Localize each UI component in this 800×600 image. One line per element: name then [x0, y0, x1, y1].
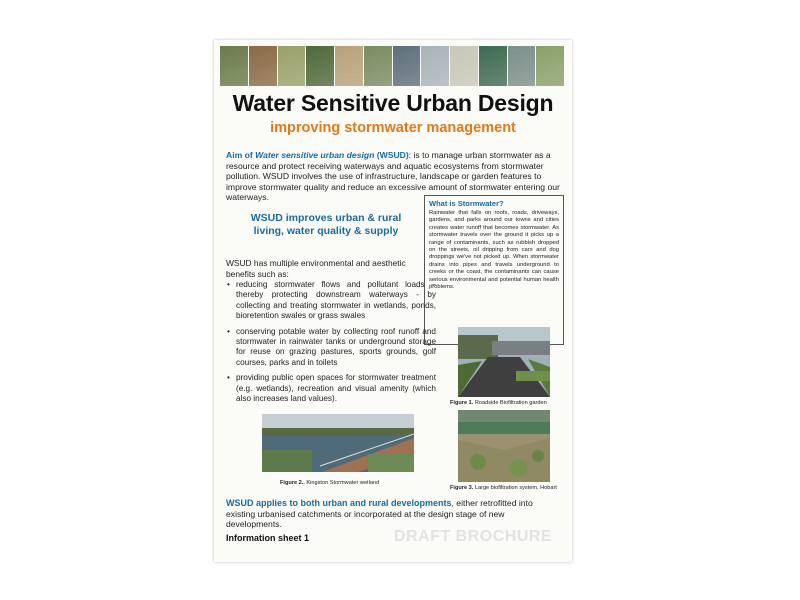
- banner-photo-tile: [536, 46, 564, 86]
- photo-banner: [220, 46, 564, 86]
- intro-lead-end: (WSUD): [374, 150, 409, 160]
- banner-photo-tile: [249, 46, 277, 86]
- intro-lead: [226, 150, 409, 160]
- list-item: • reducing stormwater flows and pollutant loads – thereby protecting downstream waterways - by collecting and treating stormwater in wetlands, ponds, bioretention swales or grass swales: [226, 280, 436, 322]
- banner-photo-tile: [335, 46, 363, 86]
- figure-3-text: Large biofiltration system, Hobart: [473, 485, 557, 491]
- banner-photo-tile: [450, 46, 478, 86]
- benefits-intro: WSUD has multiple environmental and aesthetic benefits such as:: [226, 258, 406, 279]
- intro-body: : is to manage urban stormwater as a resource and protect receiving waterways and aquatic ecosystems from stormwater pollution. WSUD involves the use of infrastructure, landscape or garden features to improve stormwater quality and reduce an excessive amount of stormwater entering our waterways.: [226, 150, 560, 203]
- brochure-page: [214, 40, 572, 562]
- stormwater-box-body: Rainwater that falls on roofs, roads, driveways, gardens, and parks around our towns and cities creates water runoff that becomes stormwater. As stormwater travels over the ground it picks up a range of contaminants, such as rubbish dropped on the streets, oil dripping from cars and dog droppings we've not picked up. When stormwater drains into pipes and travels underground to creeks or the coast, the contaminants can cause serious environmental and potential human health problems.: [429, 210, 559, 291]
- figure-2-text: Kingston Stormwater wetland: [304, 480, 380, 486]
- banner-photo-tile: [421, 46, 449, 86]
- banner-photo-tile: [220, 46, 248, 86]
- draft-watermark: DRAFT BROCHURE: [394, 528, 553, 545]
- figure-3-caption: [450, 485, 568, 491]
- page-title: Water Sensitive Urban Design: [232, 90, 554, 116]
- footer-paragraph: [226, 498, 562, 530]
- stormwater-box: [424, 195, 564, 345]
- figure-2-photo: [262, 414, 414, 472]
- banner-photo-tile: [306, 46, 334, 86]
- figure-2-label: Figure 2..: [280, 480, 305, 486]
- banner-photo-tile: [508, 46, 536, 86]
- banner-photo-tile: [278, 46, 306, 86]
- figure-1-caption: [450, 400, 560, 406]
- banner-photo-tile: [479, 46, 507, 86]
- callout-heading: WSUD improves urban & rural living, water quality & supply: [250, 212, 402, 237]
- stormwater-box-title: What is Stormwater?: [429, 199, 504, 208]
- figure-2-caption: [280, 480, 420, 486]
- benefits-list: [226, 280, 436, 409]
- figure-3-label: Figure 3.: [450, 485, 474, 491]
- banner-photo-tile: [393, 46, 421, 86]
- page-subtitle: improving stormwater management: [270, 120, 516, 136]
- list-item: • providing public open spaces for stormwater treatment (e.g. wetlands), recreation and visual amenity (which also increases land values).: [226, 373, 436, 404]
- intro-lead-start: Aim of: [226, 150, 256, 160]
- footer-body: , either retrofitted into existing urbanised catchments or incorporated at the design stage of new developments.: [226, 498, 533, 530]
- footer-lead: WSUD applies to both urban and rural developments: [226, 498, 452, 508]
- figure-3-photo: [458, 410, 550, 482]
- info-sheet-label: Information sheet 1: [226, 533, 310, 543]
- banner-photo-tile: [364, 46, 392, 86]
- intro-lead-italic: Water sensitive urban design: [255, 150, 375, 160]
- figure-1-text: Roadside Biofiltration garden: [473, 400, 547, 406]
- figure-1-photo: [458, 327, 550, 397]
- figure-1-label: Figure 1.: [450, 400, 474, 406]
- list-item: • conserving potable water by collecting roof runoff and stormwater in rainwater tanks or underground storage for reuse on grazing pastures, sports grounds, golf courses, parks and in toilets: [226, 327, 436, 369]
